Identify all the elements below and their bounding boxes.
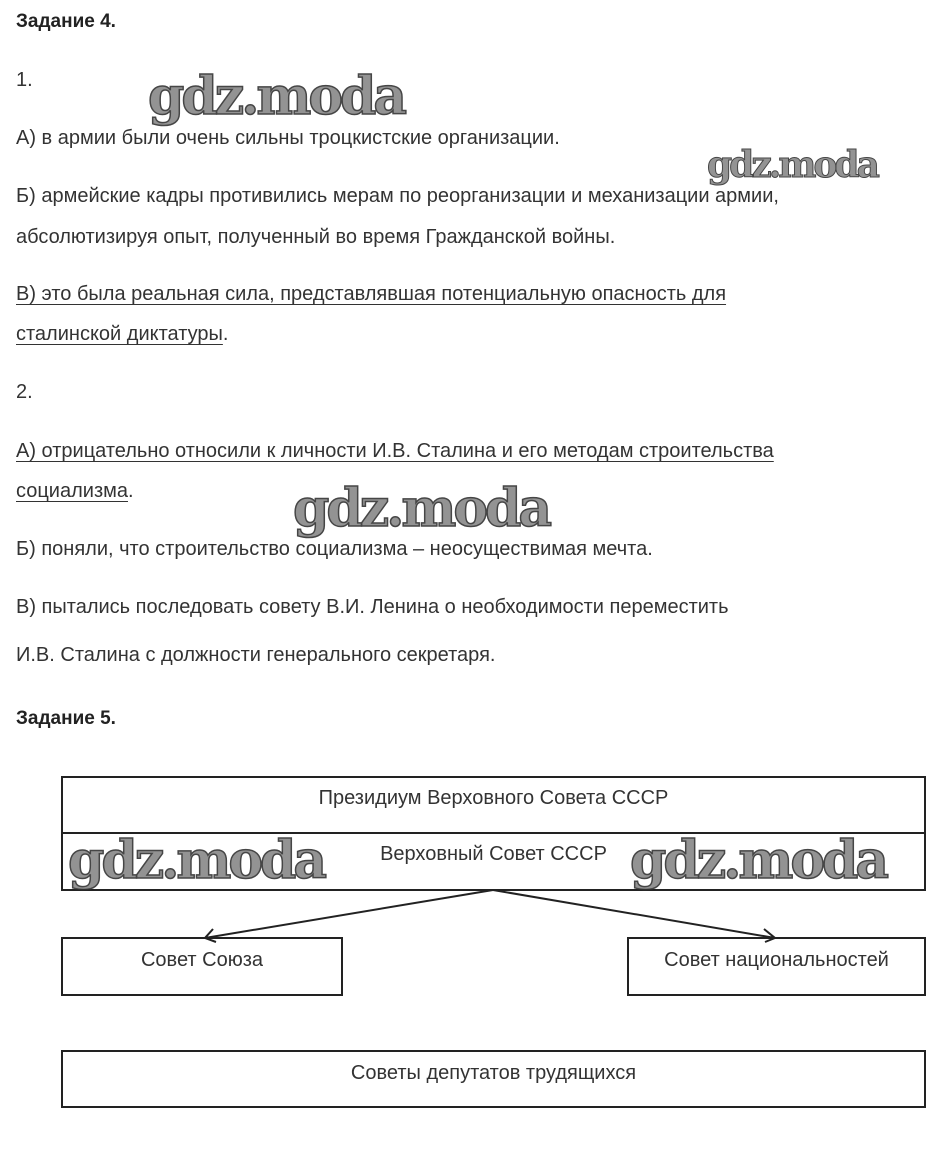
watermark: gdz.moda bbox=[68, 830, 325, 891]
q2-option-c-line1: В) пытались последовать совету В.И. Ленина о необходимости переместить bbox=[16, 596, 729, 618]
arrow-to-council-union bbox=[205, 890, 493, 942]
watermark: gdz.moda bbox=[148, 66, 405, 127]
q2-option-a-period: . bbox=[127, 480, 134, 502]
q1-option-b-line1: Б) армейские кадры противились мерам по реорганизации и механизации армии, bbox=[16, 185, 779, 207]
box-council-union-label: Совет Союза bbox=[140, 949, 263, 971]
q1-option-c-line1: В) это была реальная сила, представлявшая потенциальную опасность для bbox=[16, 283, 727, 305]
watermark: gdz.moda bbox=[630, 830, 887, 891]
watermark: gdz.moda bbox=[293, 478, 550, 539]
q2-option-a-underlined: социализма bbox=[16, 480, 128, 502]
box-council-nationalities-label: Совет национальностей bbox=[664, 949, 889, 971]
task5-heading: Задание 5. bbox=[16, 708, 116, 729]
q1-option-c-period: . bbox=[222, 323, 229, 345]
task4-heading: Задание 4. bbox=[16, 11, 116, 32]
q1-option-a: А) в армии были очень сильны троцкистские организации. bbox=[16, 127, 560, 149]
q2-option-a-line1: А) отрицательно относили к личности И.В. Сталина и его методам строительства bbox=[16, 440, 774, 462]
arrow-to-council-nationalities bbox=[493, 890, 775, 942]
q2-option-c-line2: И.В. Сталина с должности генерального секретаря. bbox=[16, 644, 496, 666]
q2-option-b: Б) поняли, что строительство социализма – неосуществимая мечта. bbox=[16, 538, 653, 560]
q2-number: 2. bbox=[16, 381, 33, 403]
q1-number: 1. bbox=[16, 69, 33, 91]
box-workers-soviets-label: Советы депутатов трудящихся bbox=[350, 1062, 637, 1084]
q1-option-b-line2: абсолютизируя опыт, полученный во время Гражданской войны. bbox=[16, 226, 616, 248]
box-supreme-soviet-label: Верховный Совет СССР bbox=[380, 843, 607, 865]
watermark: gdz.moda bbox=[707, 144, 877, 186]
box-presidium-label: Президиум Верховного Совета СССР bbox=[318, 787, 669, 809]
q1-option-c-underlined: сталинской диктатуры bbox=[16, 323, 223, 345]
